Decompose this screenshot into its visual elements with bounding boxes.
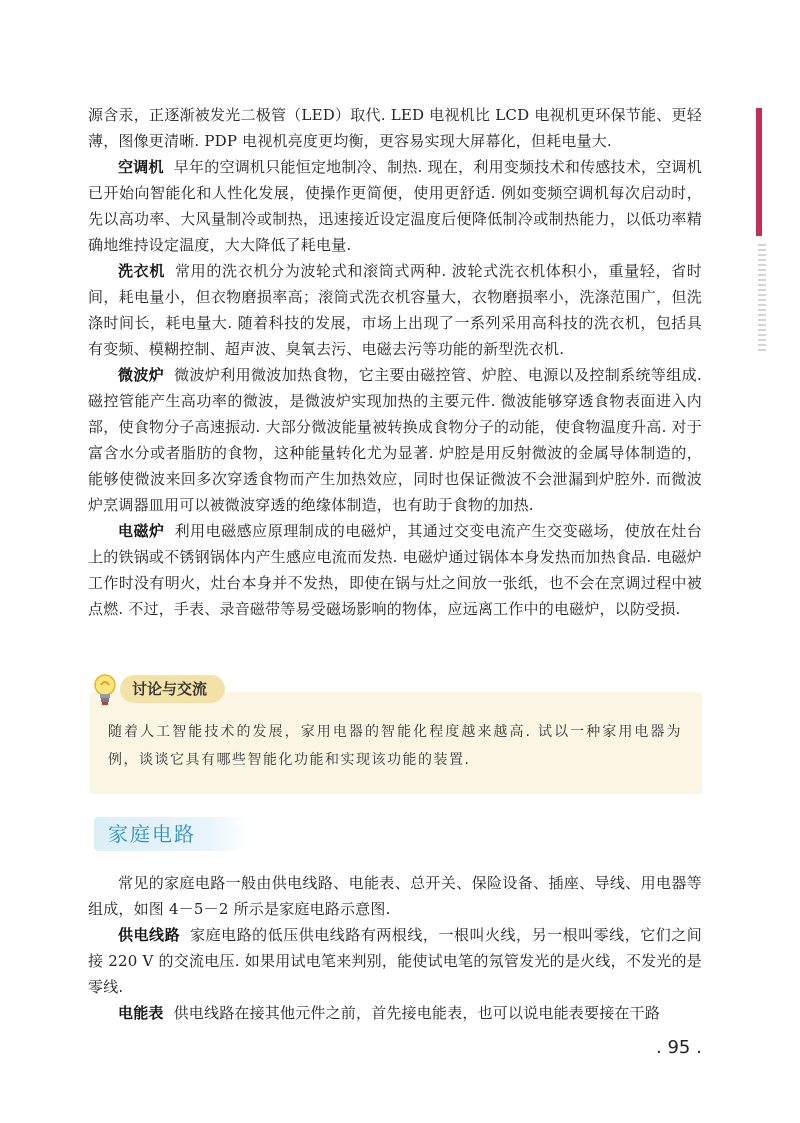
discussion-text: 随着人工智能技术的发展，家用电器的智能化程度越来越高. 试以一种家用电器为例，谈谈它具有哪些智能化功能和实现该功能的装置. [108,724,682,768]
item-term: 洗衣机 [118,262,166,280]
item-meter [88,1000,702,1026]
discussion-label: 讨论与交流 [120,675,225,703]
item-term: 电能表 [118,1004,164,1022]
item-text: 家庭电路的低压供电线路有两根线，一根叫火线，另一根叫零线，它们之间接 220 V 的交流电压. 如果用试电笔来判别，能使试电笔的氖管发光的是火线，不发光的是零线. [88,926,702,996]
discussion-box [90,672,702,796]
margin-color-bar [756,108,762,236]
item-term: 微波炉 [118,366,165,384]
item-term: 空调机 [118,158,164,176]
item-text: 供电线路在接其他元件之前，首先接电能表，也可以说电能表要接在干路 [173,1004,661,1022]
section-header [94,817,250,851]
item-text: 微波炉利用微波加热食物，它主要由磁控管、炉腔、电源以及控制系统等组成. 磁控管能产生高功率的微波，是微波炉实现加热的主要元件. 微波能够穿透食物表面进入内部，使食物分子高速振动. 大部分微波能量被转换成食物分子的动能，使食物温度升高. 对于富含水分或者脂肪的食物，这种能量转化尤为显著. 炉腔是用反射微波的金属导体制造的，能够使微波来回多次穿透食物而产生加热效应，同时也保证微波不会泄漏到炉腔外. 而微波炉烹调器皿用可以被微波穿透的绝缘体制造，也有助于食物的加热. [88,366,702,514]
item-text: 早年的空调机只能恒定地制冷、制热. 现在，利用变频技术和传感技术，空调机已开始向智能化和人性化发展，使操作更简便，使用更舒适. 例如变频空调机每次启动时，先以高功率、大风量制冷或制热，迅速接近设定温度后便降低制冷或制热能力，以低功率精确地维持设定温度，大大降低了耗电量. [88,158,702,254]
item-text: 常用的洗衣机分为波轮式和滚筒式两种. 波轮式洗衣机体积小，重量轻，省时间，耗电量小，但衣物磨损率高；滚筒式洗衣机容量大，衣物磨损率小，洗涤范围广，但洗涤时间长，耗电量大. 随着科技的发展，市场上出现了一系列采用高科技的洗衣机，包括具有变频、模糊控制、超声波、臭氧去污、电磁去污等功能的新型洗衣机. [88,262,702,358]
item-aircon [88,154,702,258]
intro-paragraph: 源含汞，正逐渐被发光二极管（LED）取代. LED 电视机比 LCD 电视机更环保节能、更轻薄，图像更清晰. PDP 电视机亮度更均衡，更容易实现大屏幕化，但耗电量大. [88,106,702,150]
page-number: . 95 . [656,1037,702,1058]
body-text-top [88,102,702,622]
item-term: 电磁炉 [118,522,165,540]
item-induction [88,518,702,622]
item-washer [88,258,702,362]
item-supply-line [88,922,702,1000]
margin-vertical-text [758,244,766,354]
section-intro: 常见的家庭电路一般由供电线路、电能表、总开关、保险设备、插座、导线、用电器等组成，如图 4－5－2 所示是家庭电路示意图. [88,874,702,918]
item-term: 供电线路 [118,926,181,944]
item-microwave [88,362,702,518]
lightbulb-icon [90,672,120,708]
section-title: 家庭电路 [108,822,196,846]
item-text: 利用电磁感应原理制成的电磁炉，其通过交变电流产生交变磁场，使放在灶台上的铁锅或不锈钢锅体内产生感应电流而发热. 电磁炉通过锅体本身发热而加热食品. 电磁炉工作时没有明火，灶台本身并不发热，即使在锅与灶之间放一张纸，也不会在烹调过程中被点燃. 不过，手表、录音磁带等易受磁场影响的物体，应远离工作中的电磁炉，以防受损. [88,522,702,618]
body-text-bottom [88,870,702,1026]
